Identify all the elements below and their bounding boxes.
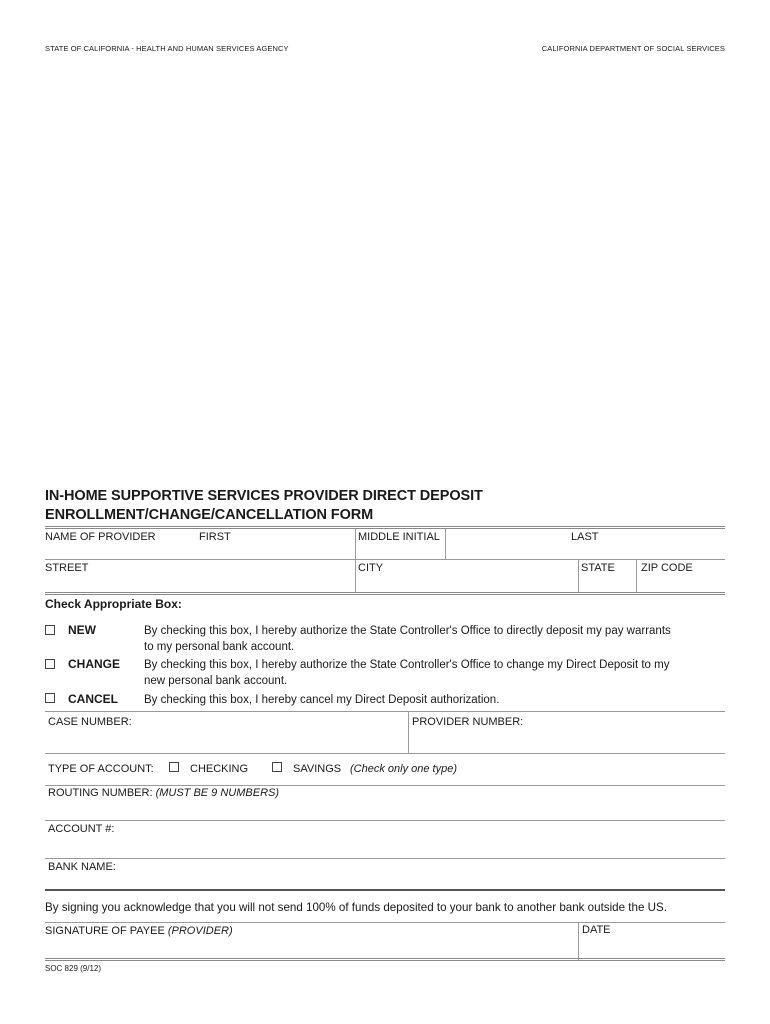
zip-code-field[interactable]: ZIP CODE bbox=[641, 562, 693, 574]
new-checkbox[interactable] bbox=[45, 625, 55, 635]
row-divider bbox=[45, 922, 725, 923]
date-field[interactable]: DATE bbox=[582, 924, 611, 936]
row-divider bbox=[45, 820, 725, 821]
check-box-heading: Check Appropriate Box: bbox=[45, 597, 182, 611]
change-checkbox[interactable] bbox=[45, 659, 55, 669]
cancel-label: CANCEL bbox=[68, 692, 118, 706]
section-divider bbox=[45, 592, 725, 595]
title-divider bbox=[45, 526, 725, 529]
routing-number-note: (MUST BE 9 NUMBERS) bbox=[155, 787, 280, 799]
form-title bbox=[45, 487, 483, 525]
divider bbox=[355, 559, 356, 592]
new-description-line-2: to my personal bank account. bbox=[144, 641, 295, 653]
first-name-field[interactable]: FIRST bbox=[199, 531, 231, 543]
divider bbox=[636, 559, 637, 592]
cancel-checkbox[interactable] bbox=[45, 693, 55, 703]
divider bbox=[578, 922, 579, 960]
provider-number-field[interactable]: PROVIDER NUMBER: bbox=[412, 716, 524, 728]
form-title-line-2: ENROLLMENT/CHANGE/CANCELLATION FORM bbox=[45, 507, 374, 523]
middle-initial-field[interactable]: MIDDLE INITIAL bbox=[358, 531, 440, 543]
account-type-label: TYPE OF ACCOUNT: bbox=[48, 763, 154, 775]
case-number-field[interactable]: CASE NUMBER: bbox=[48, 716, 132, 728]
divider bbox=[445, 529, 446, 559]
payee-signature-field[interactable] bbox=[45, 925, 233, 937]
savings-checkbox[interactable] bbox=[272, 762, 282, 772]
change-description-line-2: new personal bank account. bbox=[144, 675, 288, 687]
city-field[interactable]: CITY bbox=[358, 562, 384, 574]
account-type-note: (Check only one type) bbox=[350, 763, 457, 775]
street-field[interactable]: STREET bbox=[45, 562, 89, 574]
routing-number-field[interactable] bbox=[48, 787, 279, 799]
agency-header: STATE OF CALIFORNIA - HEALTH AND HUMAN SERVICES AGENCY bbox=[45, 44, 289, 53]
account-top-border bbox=[45, 711, 725, 712]
form-title-line-1: IN-HOME SUPPORTIVE SERVICES PROVIDER DIRECT DEPOSIT bbox=[45, 488, 483, 504]
change-description bbox=[144, 657, 669, 689]
state-field[interactable]: STATE bbox=[581, 562, 615, 574]
row-divider bbox=[45, 753, 725, 754]
last-name-field[interactable]: LAST bbox=[571, 531, 599, 543]
change-description-line-1: By checking this box, I hereby authorize the State Controller's Office to change my Direct Deposit to my bbox=[144, 659, 670, 671]
acknowledgement-text: By signing you acknowledge that you will not send 100% of funds deposited to your bank to another bank outside the US. bbox=[45, 901, 667, 914]
savings-label: SAVINGS bbox=[293, 763, 342, 775]
bank-name-field[interactable]: BANK NAME: bbox=[48, 861, 116, 873]
divider bbox=[355, 529, 356, 559]
account-number-field[interactable]: ACCOUNT #: bbox=[48, 823, 115, 835]
divider bbox=[408, 711, 409, 753]
payee-signature-note: (PROVIDER) bbox=[167, 925, 233, 937]
row-divider bbox=[45, 858, 725, 859]
new-label: NEW bbox=[68, 623, 96, 637]
row-divider bbox=[45, 785, 725, 786]
change-label: CHANGE bbox=[68, 657, 121, 671]
form-number: SOC 829 (9/12) bbox=[45, 964, 102, 973]
cancel-description: By checking this box, I hereby cancel my Direct Deposit authorization. bbox=[144, 694, 500, 706]
new-description-line-1: By checking this box, I hereby authorize the State Controller's Office to directly deposit my pay warrants bbox=[144, 625, 671, 637]
department-header: CALIFORNIA DEPARTMENT OF SOCIAL SERVICES bbox=[541, 44, 725, 53]
new-description bbox=[144, 623, 671, 655]
checking-checkbox[interactable] bbox=[169, 762, 179, 772]
routing-number-label: ROUTING NUMBER: bbox=[48, 787, 153, 799]
row-divider bbox=[45, 559, 725, 560]
name-of-provider-label: NAME OF PROVIDER bbox=[45, 531, 156, 543]
payee-signature-label: SIGNATURE OF PAYEE bbox=[45, 925, 165, 937]
signature-bottom-border bbox=[45, 958, 725, 961]
section-divider bbox=[45, 889, 725, 891]
checking-label: CHECKING bbox=[190, 763, 249, 775]
divider bbox=[578, 559, 579, 592]
